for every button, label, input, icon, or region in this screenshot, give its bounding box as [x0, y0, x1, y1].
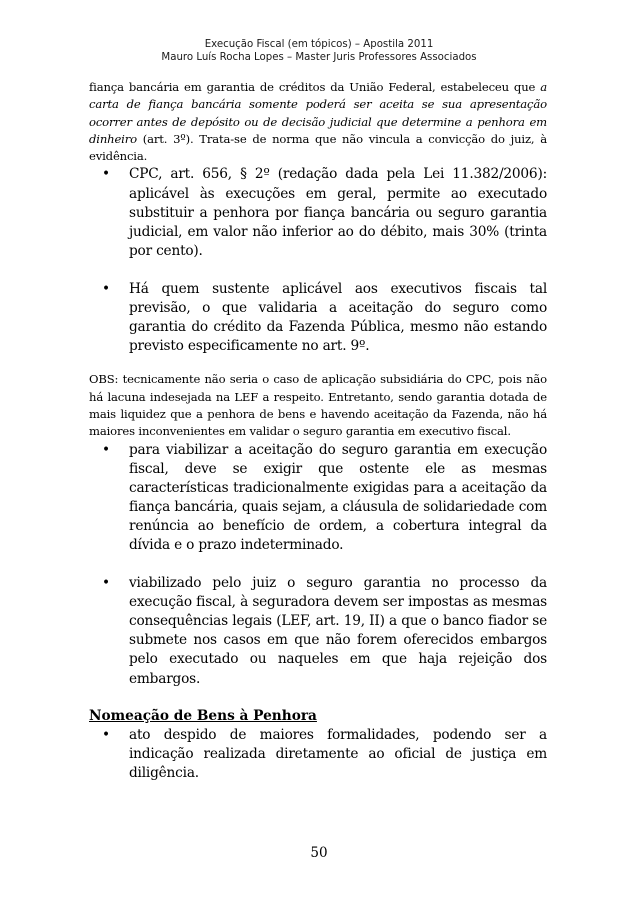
page-number: 50: [310, 845, 328, 861]
list-item-text: CPC, art. 656, § 2º (redação dada pela Lei 11.382/2006): aplicável às execuções em geral, permite ao executado substituir a penhora por fiança bancária ou seguro garantia judicial, em valor não inferior ao do débito, mais 30% (trinta por cento).: [129, 166, 547, 259]
running-header: [0, 38, 638, 64]
obs-paragraph: OBS: tecnicamente não seria o caso de aplicação subsidiária do CPC, pois não há lacuna indesejada na LEF a respeito. Entretanto, sendo garantia dotada de mais liquidez que a penhora de bens e havendo aceitação da Fazenda, não há maiores inconvenientes em validar o seguro garantia em executivo fiscal.: [89, 372, 547, 439]
header-author: Mauro Luís Rocha Lopes – Master Juris Professores Associados: [161, 52, 477, 63]
list-item: [89, 165, 547, 260]
intro-text-end: (art. 3º). Trata-se de norma que não vincula a convicção do juiz, à evidência.: [89, 131, 547, 164]
bullet-icon: •: [102, 280, 110, 297]
bullet-icon: •: [102, 575, 110, 592]
bullet-icon: •: [102, 166, 110, 183]
list-item-text: Há quem sustente aplicável aos executivos fiscais tal previsão, o que validaria a aceitação do seguro como garantia do crédito da Fazenda Pública, mesmo não estando previsto especificamente no art. 9º.: [129, 280, 547, 355]
bullet-list-b: [89, 441, 547, 689]
bullet-icon: •: [102, 441, 110, 458]
list-item-text: viabilizado pelo juiz o seguro garantia no processo da execução fiscal, à seguradora devem ser impostas as mesmas consequências legais (LEF, art. 19, II) a que o banco fiador se submete nos casos em que não forem oferecidos embargos pelo executado ou naqueles em que haja rejeição dos embargos.: [129, 575, 547, 687]
section-heading: Nomeação de Bens à Penhora: [89, 707, 317, 724]
list-item: [89, 726, 547, 783]
list-item: [89, 280, 547, 356]
list-item: [89, 574, 547, 689]
intro-paragraph: [89, 79, 547, 165]
intro-text-start: fiança bancária em garantia de créditos da União Federal, estabeleceu que: [89, 80, 541, 94]
list-item: [89, 441, 547, 556]
list-item-text: ato despido de maiores formalidades, podendo ser a indicação realizada diretamente ao oficial de justiça em diligência.: [129, 726, 547, 781]
header-title: Execução Fiscal (em tópicos) – Apostila 2011: [204, 39, 434, 50]
intro-italic-quote: a carta de fiança bancária somente poderá ser aceita se sua apresentação ocorrer antes de depósito ou de decisão judicial que determine a penhora em dinheiro: [89, 80, 547, 146]
bullet-list-a: [89, 165, 547, 356]
page-body: [89, 79, 547, 783]
list-item-text: para viabilizar a aceitação do seguro garantia em execução fiscal, deve se exigir que ostente ele as mesmas características tradicionalmente exigidas para a aceitação da fiança bancária, quais sejam, a cláusula de solidariedade com renúncia ao benefício de ordem, a cobertura integral da dívida e o prazo indeterminado.: [129, 441, 547, 553]
bullet-icon: •: [102, 726, 110, 743]
bullet-list-c: [89, 726, 547, 783]
